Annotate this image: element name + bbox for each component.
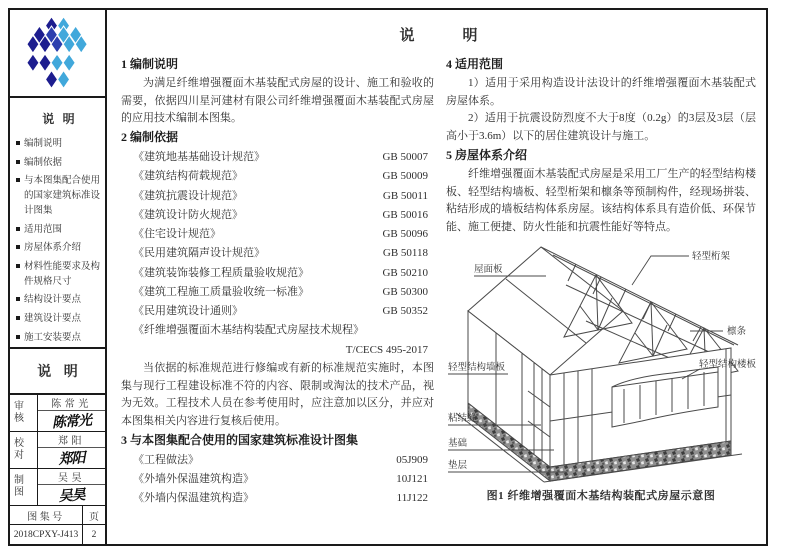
standard-item [121, 244, 434, 263]
toc-item-label: 施工安装要点 [24, 332, 82, 343]
main-content [107, 10, 766, 544]
proofreader-role-label: 校对 [10, 432, 38, 468]
standard-code: GB 50009 [382, 170, 428, 183]
drafter-signature: 吴昊 [58, 488, 86, 505]
toc-item [16, 156, 101, 171]
standard-code: 10J121 [396, 473, 428, 486]
standard-name: 《纤维增强覆面木基结构装配式房屋技术规程》 [133, 324, 364, 337]
toc-item [16, 174, 101, 218]
bullet-square-icon [16, 227, 20, 231]
proofreader-name: 郑阳 [38, 432, 105, 448]
bullet-square-icon [16, 141, 20, 145]
drafter-row [10, 469, 105, 506]
standard-item [121, 283, 434, 302]
reviewer-signature: 陈常光 [51, 413, 92, 432]
standard-code: T/CECS 495-2017 [345, 343, 428, 356]
page-title: 说明 [399, 28, 526, 44]
bullet-square-icon [16, 245, 20, 249]
toc-item [16, 137, 101, 152]
bullet-square-icon [16, 316, 20, 320]
label-purlin: 檩条 [727, 327, 747, 338]
bullet-square-icon [16, 335, 20, 339]
toc-item-label: 材料性能要求及构件规格尺寸 [24, 262, 101, 287]
label-foundation: 基础 [448, 439, 468, 450]
label-roof-panel: 屋面板 [474, 265, 503, 276]
page-number-value: 2 [91, 529, 97, 540]
standard-code: GB 50118 [382, 247, 428, 260]
toc-title: 说明 [42, 112, 84, 126]
house-isometric-drawing [446, 241, 756, 483]
standard-item [121, 489, 434, 508]
toc-item-label: 编制依据 [24, 157, 63, 168]
section5-paragraph: 纤维增强覆面木基装配式房屋是采用工厂生产的轻型结构楼板、轻型结构墙板、轻型桁架和檩条等预制构件，经现场拼装、粘结形成的墙板结构体系房屋。该结构体系具有造价低、环保节能、施工便捷、防火性能和抗震性能好等特点。 [446, 167, 756, 234]
drafter-name: 吴昊 [38, 469, 105, 485]
standard-code: GB 50096 [382, 228, 428, 241]
section5-heading: 5 房屋体系介绍 [446, 148, 528, 163]
standard-item [121, 264, 434, 283]
label-wall-panel: 轻型结构墙板 [448, 363, 506, 374]
toc-item-label: 与本图集配合使用的国家建筑标准设计图集 [24, 176, 101, 216]
proofreader-row [10, 432, 105, 469]
standard-item [121, 451, 434, 470]
titleblock-title: 说明 [10, 347, 105, 395]
standard-name: 《工程做法》 [133, 453, 199, 466]
section4-item2: 2）适用于抗震设防烈度不大于8度（0.2g）的3层及3层（层高小于3.6m）以下的居住建筑设计与施工。 [446, 112, 756, 143]
figure1-caption: 图1 纤维增强覆面木基结构装配式房屋示意图 [486, 490, 716, 503]
label-truss: 轻型桁架 [692, 252, 731, 263]
company-logo-icon [20, 14, 96, 92]
standard-code: GB 50210 [382, 266, 428, 279]
section4-item1: 1）适用于采用构造设计法设计的纤维增强覆面木基装配式房屋体系。 [446, 76, 756, 107]
standard-name: 《建筑工程施工质量验收统一标准》 [133, 285, 309, 298]
figure1 [446, 241, 756, 503]
toc-item [16, 241, 101, 256]
standard-name: 《建筑抗震设计规范》 [133, 189, 243, 202]
section1-heading: 1 编制说明 [121, 57, 179, 71]
atlas-number-value: 2018CPXY-J413 [10, 525, 83, 544]
sidebar [10, 10, 107, 544]
bullet-square-icon [16, 264, 20, 268]
toc-item [16, 260, 101, 289]
section2-paragraph: 当依据的标准规范进行修编或有新的标准规范实施时，本图集与现行工程建设标准不符的内容、限制或淘汰的技术产品，视为无效。工程技术人员在参考使用时，应注意加以区分，并应对本图集相关内容进行复核后使用。 [121, 361, 434, 428]
standard-item [121, 321, 434, 340]
standard-name: 《外墙外保温建筑构造》 [133, 473, 254, 486]
section3-heading: 3 与本图集配合使用的国家建筑标准设计图集 [121, 433, 359, 448]
standard-name: 《外墙内保温建筑构造》 [133, 492, 254, 505]
toc-item-label: 房屋体系介绍 [24, 243, 82, 254]
bullet-square-icon [16, 297, 20, 301]
standard-item [121, 206, 434, 225]
section1-paragraph: 为满足纤维增强覆面木基装配式房屋的设计、施工和验收的需要，依据四川星河建材有限公司纤维增强覆面木基装配式房屋的应用技术编制本图集。 [121, 76, 434, 125]
standard-code: GB 50007 [382, 151, 428, 164]
atlas-header-row [10, 506, 105, 525]
standard-item [121, 470, 434, 489]
standard-name: 《民用建筑隔声设计规范》 [133, 247, 265, 260]
toc-item [16, 331, 101, 346]
toc-item-label: 适用范围 [24, 224, 63, 235]
toc-item [16, 312, 101, 327]
page-label: 页 [89, 511, 99, 523]
standard-name: 《住宅设计规范》 [133, 228, 221, 241]
reviewer-role-label: 审核 [10, 395, 38, 431]
proofreader-signature: 郑阳 [58, 451, 86, 468]
bullet-square-icon [16, 178, 20, 182]
toc-item-label: 建筑设计要点 [24, 314, 82, 325]
toc-item-label: 结构设计要点 [24, 295, 82, 306]
standard-code: GB 50016 [382, 208, 428, 221]
toc-item-label: 编制说明 [24, 139, 63, 149]
bullet-square-icon [16, 160, 20, 164]
label-bond-joint: 粘结缝 [448, 414, 477, 425]
atlas-number-label: 图集号 [10, 506, 83, 524]
standard-item [121, 225, 434, 244]
right-column [446, 55, 756, 544]
standard-item [121, 148, 434, 167]
table-of-contents [10, 98, 105, 347]
standard-code: 05J909 [396, 453, 428, 466]
standard-item [121, 187, 434, 206]
standard-name: 《建筑地基基础设计规范》 [133, 151, 265, 164]
label-floor-panel: 轻型结构楼板 [699, 360, 756, 371]
standard-code: GB 50352 [382, 305, 428, 318]
standard-code: GB 50300 [382, 285, 428, 298]
standard-code: GB 50011 [382, 189, 428, 202]
logo-box [10, 10, 105, 98]
atlas-value-row [10, 525, 105, 544]
label-cushion: 垫层 [448, 461, 468, 472]
standard-name: 《建筑结构荷载规范》 [133, 170, 243, 183]
toc-item [16, 293, 101, 308]
standard-code: 11J122 [396, 492, 428, 505]
standard-name: 《建筑装饰装修工程质量验收规范》 [133, 266, 309, 279]
left-column [121, 55, 434, 544]
reviewer-row [10, 395, 105, 432]
reviewer-name: 陈常光 [38, 395, 105, 411]
section4-heading: 4 适用范围 [446, 57, 504, 71]
standard-name: 《建筑设计防火规范》 [133, 208, 243, 221]
page-frame [8, 8, 768, 546]
standard-item [121, 302, 434, 321]
toc-item [16, 223, 101, 238]
drafter-role-label: 制图 [10, 469, 38, 505]
standard-item [121, 167, 434, 186]
section2-heading: 2 编制依据 [121, 130, 179, 145]
standard-name: 《民用建筑设计通则》 [133, 305, 243, 318]
